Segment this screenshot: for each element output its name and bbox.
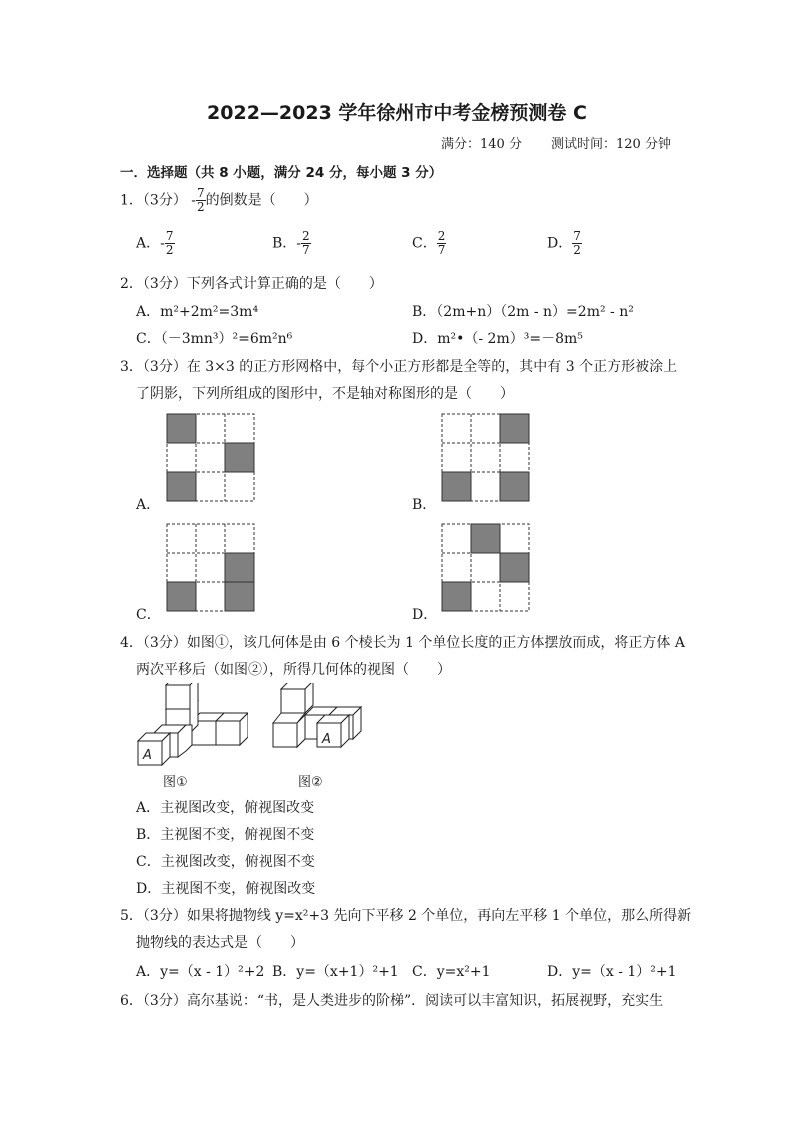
q1-minus: - [191,192,197,209]
full-score: 满分：140 分 [441,137,522,152]
section-heading: 一．选择题（共 8 小题，满分 24 分，每小题 3 分） [120,165,443,181]
cube-figure-1 [134,683,248,767]
q2-option-d[interactable]: D．m²•（- 2m）³=－8m⁵ [412,331,583,347]
q1-option-d[interactable]: D． $\frac{7}{2}$ [547,229,581,257]
q5-option-a[interactable]: A．y=（x - 1）²+2 [136,964,265,980]
q4-option-c[interactable]: C．主视图改变，俯视图不变 [136,854,315,870]
q3-option-c[interactable]: C． [136,607,161,623]
q4-option-b[interactable]: B．主视图不变，俯视图不变 [136,827,315,843]
cube-a-label-1: A [143,748,152,763]
figure-2-caption: 图② [298,775,323,790]
q1-prefix: 1．（3分） [120,192,187,209]
q5-option-d[interactable]: D．y=（x - 1）²+1 [547,964,677,980]
q2-option-a[interactable]: A．m²+2m²=3m⁴ [136,304,259,320]
q3-option-a[interactable]: A． [136,497,161,513]
q1-option-b[interactable]: B．- $\frac{2}{7}$ [272,229,310,257]
question-2: 2．（3分）下列各式计算正确的是（ ） [120,276,383,292]
q4-option-a[interactable]: A．主视图改变，俯视图改变 [136,800,315,816]
q2-option-c[interactable]: C．（－3mn³）²=6m²n⁶ [136,331,293,347]
q1-option-c[interactable]: C． $\frac{2}{7}$ [412,229,446,257]
question-3-line-2: 了阴影，下列所组成的图形中，不是轴对称图形的是（ ） [136,386,514,402]
q1-suffix: 的倒数是（ ） [205,192,318,209]
question-4-line-2: 两次平移后（如图②），所得几何体的视图（ ） [136,662,451,678]
q1-fraction: $\frac{7}{2}$ [197,186,205,214]
question-5-line-2: 抛物线的表达式是（ ） [136,935,304,951]
q1-option-a[interactable]: A．- $\frac{7}{2}$ [136,229,174,257]
test-time: 测试时间：120 分钟 [551,137,671,152]
cube-a-label-2: A [322,732,331,747]
q3-option-d[interactable]: D． [412,607,438,623]
question-3-line-1: 3．（3分）在 3×3 的正方形网格中，每个小正方形都是全等的，其中有 3 个正方形被涂上 [120,359,678,375]
q5-option-c[interactable]: C．y=x²+1 [412,964,491,980]
question-4-line-1: 4．（3分）如图①，该几何体是由 6 个棱长为 1 个单位长度的正方体摆放而成，将正方体 A [120,635,685,651]
grid-figure-a [166,413,256,503]
question-5-line-1: 5．（3分）如果将抛物线 y=x²+3 先向下平移 2 个单位，再向左平移 1 个单位，那么所得新 [120,908,692,924]
figure-1-caption: 图① [163,775,188,790]
q5-option-b[interactable]: B．y=（x+1）²+1 [272,964,399,980]
question-1 [120,187,318,214]
grid-figure-c [166,523,256,613]
question-6-line-1: 6．（3分）高尔基说：“书，是人类进步的阶梯”．阅读可以丰富知识，拓展视野，充实生 [120,993,664,1009]
q2-option-b[interactable]: B．（2m+n）（2m - n）=2m² - n² [412,304,634,320]
q4-option-d[interactable]: D．主视图不变，俯视图改变 [136,881,316,897]
cube-figure-2 [267,683,367,767]
page-title: 2022—2023 学年徐州市中考金榜预测卷 C [207,102,587,124]
grid-figure-d [441,523,531,613]
grid-figure-b [441,413,531,503]
q3-option-b[interactable]: B． [412,497,437,513]
